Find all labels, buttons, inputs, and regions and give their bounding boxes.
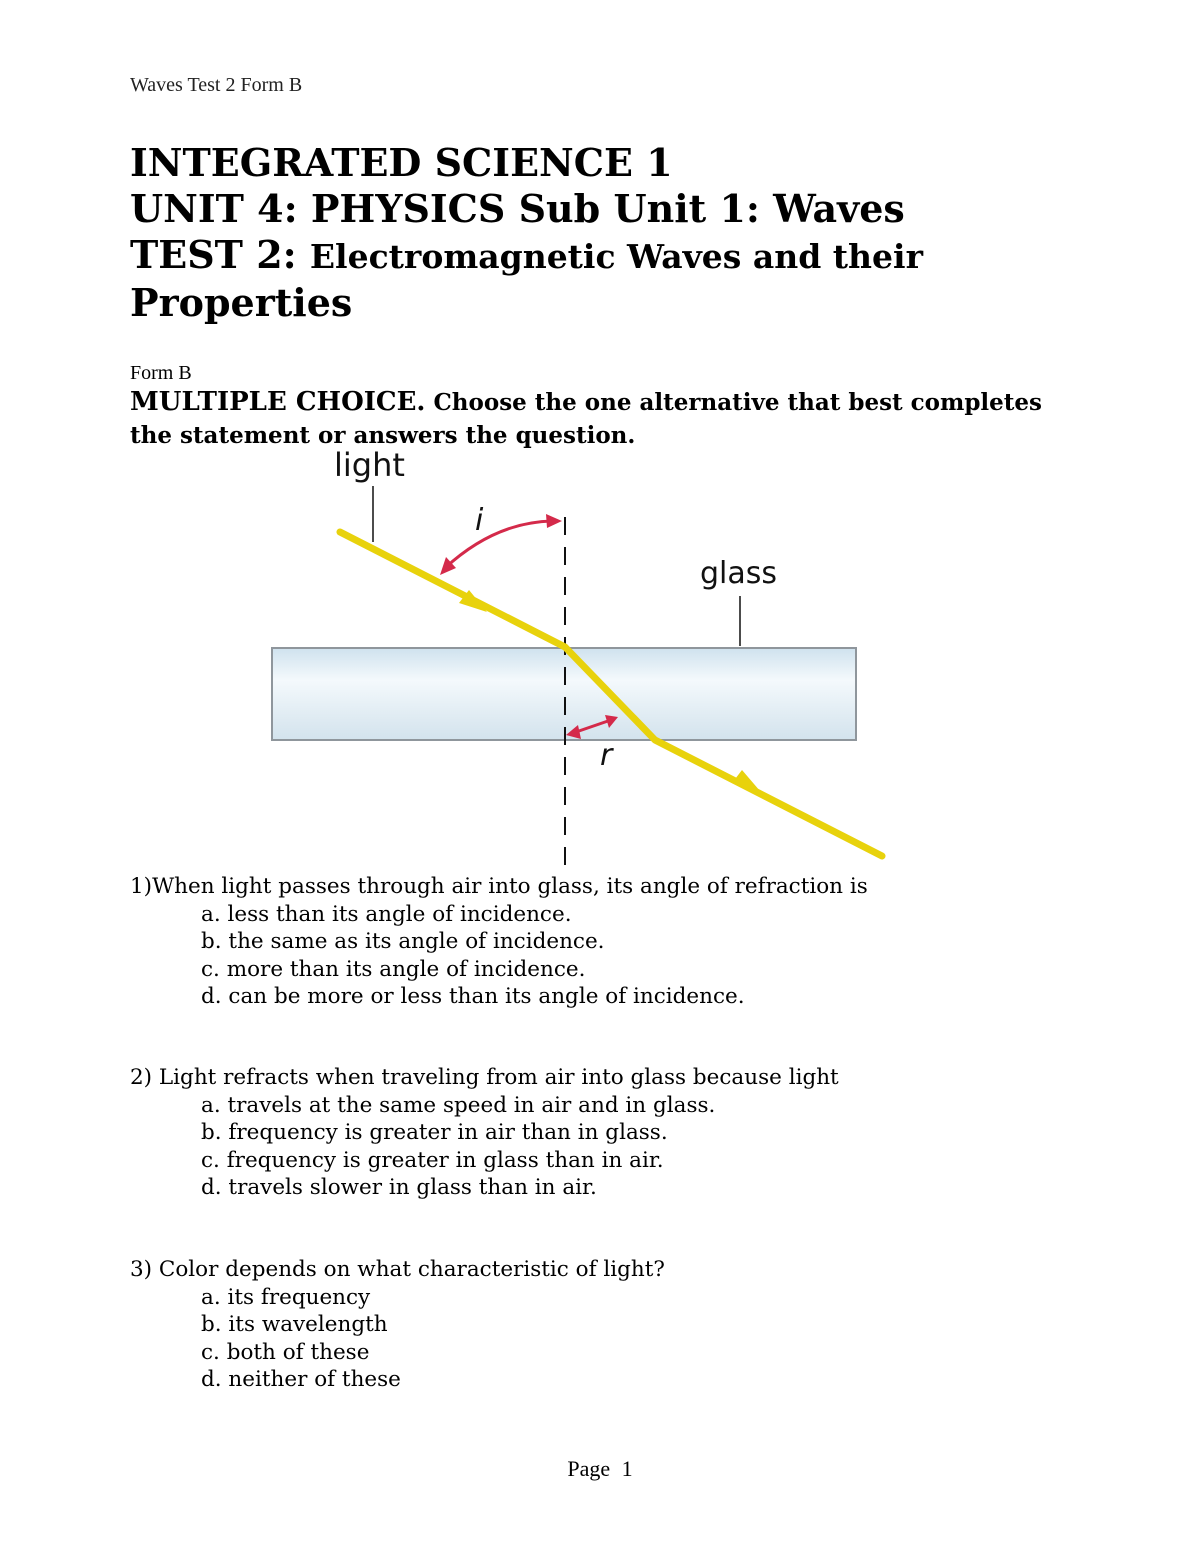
instructions-lead: MULTIPLE CHOICE. — [130, 387, 426, 417]
question-2 — [130, 1064, 839, 1202]
glass-block — [272, 648, 856, 740]
question-stem: 3) Color depends on what characteristic of light? — [130, 1257, 665, 1282]
label-refraction: r — [600, 738, 613, 773]
running-header: Waves Test 2 Form B — [130, 74, 303, 96]
question-option: d. can be more or less than its angle of incidence. — [201, 984, 745, 1009]
question-option: d. travels slower in glass than in air. — [201, 1175, 597, 1200]
question-option: d. neither of these — [201, 1367, 401, 1392]
question-1 — [130, 873, 868, 1011]
question-option: c. more than its angle of incidence. — [201, 956, 586, 982]
question-option: b. frequency is greater in air than in glass. — [201, 1120, 668, 1145]
question-option: a. its frequency — [201, 1284, 371, 1310]
question-option: c. both of these — [201, 1339, 370, 1365]
incidence-arrow-end — [546, 514, 562, 528]
question-option: a. less than its angle of incidence. — [201, 901, 572, 927]
title-line-3-rest: Electromagnetic Waves and their — [309, 237, 923, 276]
title-line-4: Properties — [130, 280, 353, 325]
page-footer — [0, 1456, 1200, 1482]
incidence-angle-arc — [445, 521, 553, 568]
question-option: b. its wavelength — [201, 1312, 388, 1337]
label-glass: glass — [700, 556, 778, 591]
footer-page-number: 1 — [621, 1456, 633, 1481]
footer-page-word: Page — [567, 1456, 611, 1481]
label-light: light — [334, 446, 405, 484]
title-line-2: UNIT 4: PHYSICS Sub Unit 1: Waves — [130, 186, 905, 231]
question-option: b. the same as its angle of incidence. — [201, 929, 605, 954]
instructions-text: Choose the one alternative that best completes the statement or answers the question. — [130, 389, 1042, 449]
title-line-1: INTEGRATED SCIENCE 1 — [130, 140, 673, 185]
question-stem: 2) Light refracts when traveling from air into glass because light — [130, 1065, 839, 1090]
question-option: a. travels at the same speed in air and in glass. — [201, 1092, 716, 1118]
question-option: c. frequency is greater in glass than in air. — [201, 1147, 664, 1173]
label-incidence: i — [475, 503, 484, 538]
title-line-3-lead: TEST 2: — [130, 232, 297, 277]
form-label: Form B — [130, 362, 192, 384]
question-3 — [130, 1256, 665, 1394]
question-stem: 1)When light passes through air into glass, its angle of refraction is — [130, 874, 868, 899]
